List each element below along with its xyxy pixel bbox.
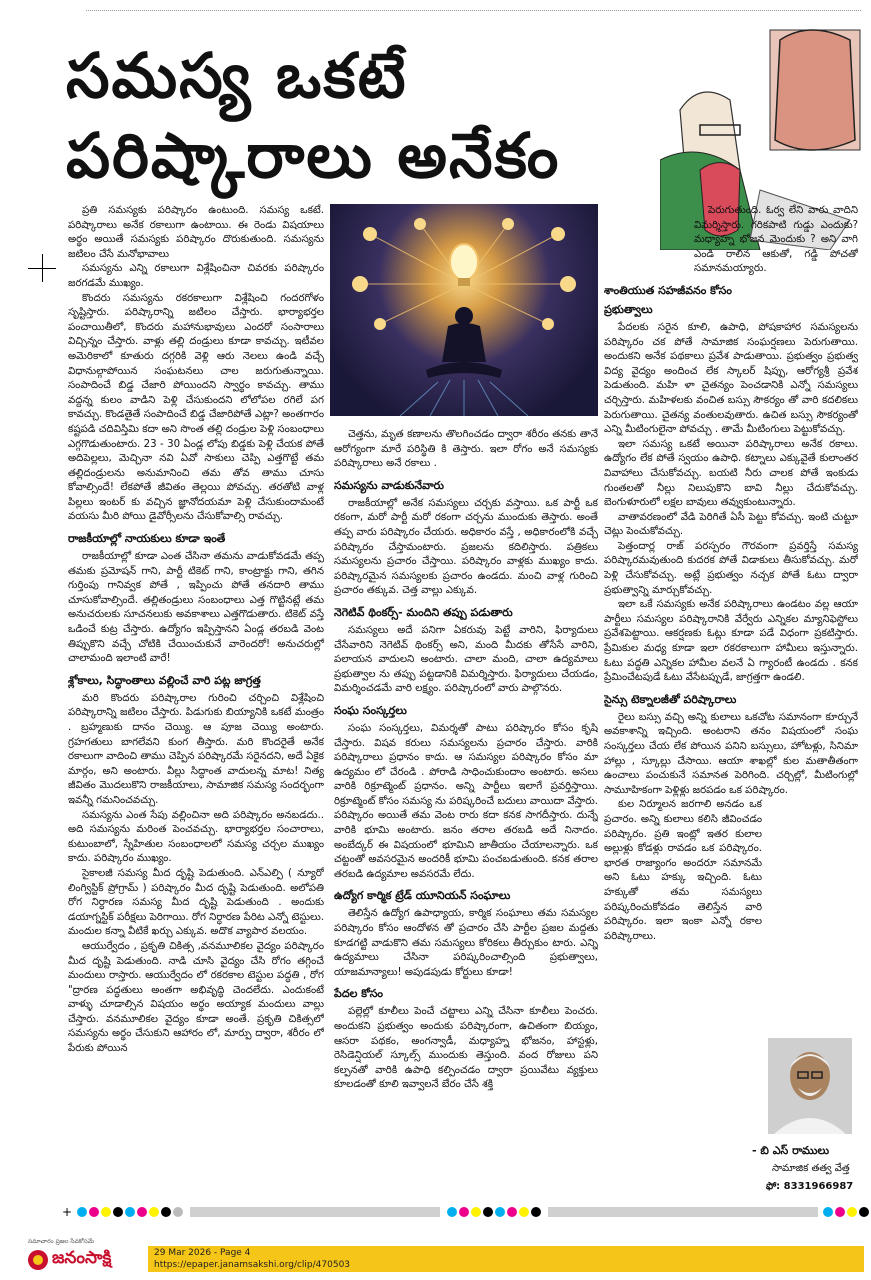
column-2 [334, 428, 598, 1194]
column-1 [68, 204, 324, 1194]
c2-para-unions: తెలిస్తేన ఉద్యోగ ఉపాధ్యాయ, కార్మిక సంఘాలు తమ సమస్యల పరిష్కారం కోసం ఆందోళన తో ప్రచారం చేసి పార్టీల ప్రజల మద్దతు కూడగట్టి వాడుకొని తమ సమస్యలు కోరికలు తీర్చుకుం టారు. ఎన్ని ఉద్యమాలు చేసినా పరిష్కరించాల్సింది ప్రభుత్వాలు, యాజమాన్యాలు! అపుడపుడు కోర్టులు కూడా! [334, 908, 598, 978]
meditation-graphic [330, 204, 598, 416]
c1-para-ayurveda: ఆయుర్వేదం , ప్రకృతి చికిత్స ,వనమూలికల వైద్యం పరిష్కారం మీద దృష్టి పెడుతుంది. నాడి చూసి వైద్యం చేసి రోగం తగ్గించే మందులు రాస్తారు. ఆయుర్వేదం లో రకరకాల టెస్టుల పద్ధతి , రోగ "ద్రారణ పద్ధతులు అంతగా అభివృద్ధి చెందలేదు. ఎందుకంటే వాళ్ళు చూడాల్సిన విషయం అర్థం అయ్యాక మందులు వాల్లు చేస్తారు. వనమూలికల వైద్యం కూడా అంతే. ప్రకృతి చికిత్సలో సమస్యను అర్థం చేసుకుని ఆహారం లో, మార్పు ద్వారా, శరీరం లో పేరుకు పోయిన [68, 940, 324, 1055]
author-photo [768, 1038, 852, 1134]
top-dotted-rule [86, 10, 861, 11]
registration-color-strip [0, 1204, 871, 1220]
c2-subheading-reformers: సంఘ సంస్కర్తలు [334, 703, 407, 717]
footer-date: 29 Mar 2026 - Page 4 [154, 1248, 251, 1258]
c1-para-2: సమస్యను ఎన్ని రకాలుగా విశ్లేషించినా చివరకు పరిష్కారం జరగడమే ముఖ్యం. [68, 263, 324, 289]
c3-subheading-peace: శాంతియుత సహజీవనం కోసం [604, 283, 732, 297]
author-name: - బి ఎస్ రాములు [752, 1144, 830, 1157]
headline-line-2: పరిష్కారాలు అనేకం [66, 119, 561, 192]
c3-para-divorce: పెత్తందార్ల రాజ్ పరస్పరం గౌరవంగా ప్రవర్తిస్తే సమస్య పరిష్కారమవుతుంది కుదరక పోతే విడాకులు తీసుకోవచ్చు. మరో పెళ్లి చేసుకోవచ్చు. అట్లే ప్రభుత్వం నచ్చక పోతే ఓటు ద్వారా ప్రభుత్వాన్ని మార్చుకోవచ్చు. [604, 540, 858, 596]
footer-logo-tagline: సమాచారం ప్రజల సేవకోసమే [28, 1238, 95, 1245]
headline-line-1: సమస్య ఒకటే [66, 39, 408, 112]
registration-mark-vertical [42, 254, 43, 282]
c3-para-many: ఇలా సమస్య ఒకటే అయినా పరిష్కారాలు అనేక రకాలు. ఉద్యోగం లేక పోతే స్వయం ఉపాధి. కట్నాలు ఎక్కువైతే కులాంతర వివాహాలు చేసుకోవచ్చు. బయటి నీరు చాలక పోతే ఇంకుడు గుంతలతో నీల్లు నిలుపుకొని బావి నీల్లు చేదుకోవచ్చు. బెంగుళూరులో లక్షల బావులు తవ్వుకుంటున్నారు. [604, 438, 858, 509]
c3-para-manifesto: ఇలా ఒకే సమస్యకు అనేక పరిష్కారాలు ఉండటం వల్ల ఆయా పార్టీలు సమస్యల పరిష్కారానికి వేర్వేరు ఎన్నికల మ్యానిఫెస్టోలు ప్రవేశపెట్టాయి. ఆకర్షణకు ఓట్లు కూడా పడే విధంగా ప్రకటిస్తారు. ప్రేమికుల మధ్య కూడా ఇలా రకరకాలుగా హామీలు ఇస్తున్నారు. ఓటు పద్ధతి ఎన్నికల హామీల వలనే ఏ గ్యారంటీ ఉండదు . కనక ప్రేమించేటపుడే ఓటు వేసేటప్పుడే, జాగ్రత్తగా ఉండలి. [604, 599, 858, 684]
author-portrait [768, 1038, 852, 1134]
c3-para-heat: వాతావరణంలో వేడి పెరిగితే ఏసీ పెట్టు కోవచ్చు. ఇంటి చుట్టూ చెట్లు పెంచుకోవచ్చు. [604, 511, 858, 538]
c3-para-caste: కుల నిర్మూలన జరగాలి అనడం ఒక ప్రచారం. అన్ని కులాలు కలిసి జీవించడం పరిష్కారం. ప్రతి ఇంట్లో ఇతర కులాల అల్లుళ్లు కోడళ్లు రావడం ఒక పరిష్కారం. భారత రాజ్యాంగం అందరూ సమానమే అని ఓటు హక్కు ఇచ్చింది. ఓటు హక్కుతో తమ సమస్యలు పరిష్కరించుకోవడం తెలిస్తేన వారి పరిష్కారం. ఇలా ఇంకా ఎన్నో రకాల పరిష్కారాలు. [604, 799, 762, 942]
author-phone: ఫో: 8331966987 [766, 1181, 854, 1192]
c1-para-1: ప్రతి సమస్యకు పరిష్కారం ఉంటుంది. సమస్య ఒకటే. పరిష్కారాలు అనేక రకాలుగా ఉంటాయి. ఈ రెండు విషయాలు అర్థం అయితే సమస్యకు పరిష్కారం దొరుకుతుంది. సమస్యను జటిలం చేసే మనోభావాలు [68, 205, 324, 260]
c2-subheading-unions: ఉద్యోగ కార్మిక ట్రేడ్ యూనియన్ సంఘాలు [334, 889, 511, 903]
c3-para-intro: పెరుగుతుంది. ఓర్వ లేని వారు వాదిని విమర్శిస్తారు. గరికపాటి గుడ్డు ఎందుకు? మధ్యాహ్న భోజన మెందుకు ? అని వాగి ఎండి రాలిన ఆకుతో, గడ్డి పోచతో సమానమయ్యారు. [694, 205, 858, 275]
logo-icon [26, 1248, 50, 1272]
footer-logo-text: జనంసాక్షి [52, 1248, 112, 1268]
c2-subheading-poor: పేదల కోసం [334, 987, 384, 1001]
svg-text:+: + [62, 1205, 73, 1219]
c1-para-problem: సమస్యను ఎంత సేపు వల్లించినా అది పరిష్కారం అనబడదు.. అది సమస్యను మరింత పెంచవచ్చు. భార్యాభర్తల సంచారాలు, కుటుంబాలో, స్నేహితుల సంబంధాలలో సమస్య చర్చల ముఖ్యం కాదు. పరిష్కారం ముఖ్యం. [68, 809, 324, 865]
c2-subheading-users: సమస్యను వాడుకునేవారు [334, 478, 444, 492]
c2-para-intro: చెత్తను, మృత కణాలను తొలగించడం ద్వారా శరీరం తనకు తానే ఆరోగ్యంగా మారే పరిస్థితి కి తెస్తారు. ఇలా రోగం అనే సమస్యకు పరిష్కారాలు అనే రకాలు . [334, 429, 598, 470]
c2-para-poor: పల్లెల్లో కూలీలు పెంచే చట్టాలు ఎన్ని చేసినా కూలీలు పెంచరు. అందుకని ప్రభుత్వం అందుకు పరిష్కారంగా, ఉచితంగా బియ్యం, ఆసరా పథకం, అంగన్వాడీ, మధ్యాహ్న భోజనం, హాస్టళ్లు, రెసిడెన్షియల్ స్కూల్స్ ముందుకు తెస్తుంది. వంద రోజులు పని కల్పనతో వారికి ఉపాధి కల్పించడం ద్వారా ప్రయివేటు వ్యక్తులు కూలడంతో కూలి ఇవ్వాలనే బేరం చేసే శక్తి [334, 1006, 598, 1091]
footer-url-link[interactable]: https://epaper.janamsakshi.org/clip/470503 [154, 1260, 351, 1270]
author-role: సామాజిక తత్వ వేత్త [772, 1163, 850, 1174]
c3-para-science: రైలు బస్సు వచ్చి అన్ని కులాలు ఒకచోట సమానంగా కూర్చునే అవకాశాన్ని ఇచ్చింది. అంటరాని తనం విషయంలో సంఘ సంస్కర్తలు చేయ లేక పోయిన పనిని బస్సులు, హోటళ్లు, సినిమా హాల్లు , స్కూల్లు చేసాయి. ఆయా శాఖల్లో కుల మతాతీతంగా ఉంచాలు పంచుకునే సమానత పెరిగింది. చర్చిల్లో, మీటింగుల్లో సామూహికంగా పెళ్లిళ్లు జరపడం ఒక పరిష్కారం. [604, 711, 858, 796]
c1-para-psychology: సైకాలజీ సమస్య మీద దృష్టి పెడుతుంది. ఎన్ఎల్పి ( న్యూరో లింగ్విస్టిక్ ప్రోగ్రామ్ ) పరిష్కారం మీద దృష్టి పెడుతుంది. అలోపతి రోగ నిర్ధారణ సమస్య మీద దృష్టి పెడుతుంది . అందుకు డయాగ్నస్టిక్ పరీక్షలు పెరిగాయి. రోగ నిర్ధారణ పేరిట ఎన్నో టెస్టులు. మందుల కన్నా వీటికే ఖర్చు ఎక్కువ. అదొక వ్యాపార వలయం. [68, 867, 324, 938]
c2-subheading-negative: నెగెటివ్ థింకర్స్- మందిని తప్పు పడుతారు [334, 605, 513, 619]
c3-subheading-science: సైన్సు టెక్నాలజీతో పరిష్కారాలు [604, 692, 737, 706]
c3-para-govts: పేదలకు సరైన కూలి, ఉపాధి, పోషకాహార సమస్యలను పరిష్కారం చక పోతే సామాజిక సంఘర్షణలు పెరుగుతాయి. అందుకని అనేక పథకాలు ప్రవేశ పాడుతాయి. ప్రభుత్వం ప్రభుత్వ విద్య వైద్యం అందించ లేక స్కాలర్ షిప్పు, ఆరోగ్యశ్రీ ప్రవేశ పెడుతుంది. మహి ళా చైతన్యం పెంచడానికి ఎన్నో సమస్యలు చర్చిస్తారు. మహిళలకు వంచిత బస్సు సౌకర్యం తో వారి కదలికలు పెరుగుతాయి. చైతన్య వంతులవుతారు. ఉచిత బస్సు సౌకర్యంతో ఎన్ని మీటింగులైనా పోవచ్చు . తామే మీటింగులు పెట్టుకోవచ్చు. [604, 321, 858, 436]
c1-subheading-shlokas: శ్లోకాలు, సిద్ధాంతాలు వల్లించే వారి పట్ల జాగ్రత్త [68, 673, 261, 687]
c1-para-shlokas: మరి కొందరు పరిష్కారాల గురించి చర్చించి విశ్లేషించి పరిష్కారాన్ని జటిలం చేస్తారు. పిడుగుకు బియ్యానికి ఒకటే మంత్రం . బ్రహ్మణుకు దానం చెయ్యి. ఆ పూజ చెయ్యి అంటారు. గ్రహగతులు బాగలేవని కుంగ తీస్తారు. మరి కొందరైతే అనేక రకాలుగా వాదించి తాము చెప్పిన పరిష్కారమే సరైనదని, అదే ఏకైక మార్గం, అని అంటారు. వీల్లు సిద్ధాంత వాదులన్న మాట! నిత్య జీవితం మొదలుకొని రాజకీయాలు, సామాజిక సమస్య సందర్భంగా ఇవన్నీ గమనించవచ్చు. [68, 692, 324, 806]
meditation-image [330, 204, 598, 416]
c3-subheading-govts: ప్రభుత్వాలు [604, 302, 653, 316]
c2-para-negative: సమస్యలు అదే పనిగా ఏకరువు పెట్టే వారిని, ఫిర్యాదులు చేసేవారిని నెగెటివ్ థింకర్స్ అని, మంది మీదకు తోసేసే వారిని, పలాయన వాదులని అంటారు. చాలా మంది, చాలా ఉద్యమాలు ప్రభుత్వాల ను తప్పు పట్టడానికి విమర్శిస్తారు. ఫిర్యాదులు చేయడం, విమర్శించడమే వారి లక్ష్యం. పరిష్కారంలో వారు పాల్గొనరు. [334, 624, 598, 695]
c2-para-users: రాజకీయాల్లో అనేక సమస్యలు చర్చకు వస్తాయి. ఒక పార్టీ ఒక రకంగా, మరో పార్టీ మరో రకంగా చర్చను ముందుకు తెస్తారు. అంతే తప్ప వారు పరిష్కారం చేయరు. అధికారం వస్తే , అధికారంలోకి వచ్చే పరిష్కారం చేస్తామంటారు. ప్రజలను కదిలిస్తారు. పత్రికలు సమస్యలను ప్రచారం చేస్తాయి. పరిష్కారం వాళ్లకు ముఖ్యం కాదు. పరిష్కారమైన సమస్యలకు ప్రచారం ఉండదు. మంచి వాళ్ల గురించి ప్రచారం తక్కువ. చెత్త వాల్లు ఎక్కువ. [334, 497, 598, 597]
c1-subheading-politics: రాజకీయాల్లో నాయకులు కూడా ఇంతే [68, 532, 226, 546]
c1-para-politics: రాజకీయాల్లో కూడా ఎంత చేసినా తమను వాడుకోవడమే తప్ప తమకు ప్రమోషన్ గాని, పార్టీ టికెట్ గాని, కాంట్రాక్టు గాని, తగిన గుర్తింపు గానివ్వక పోతే , ఇప్పించు పోతే తనదారి తాము చూసుకోవాల్సిందే. తల్లితండ్రులు సంబంధాలు ఎత్త గొట్టినట్లే తమ అనుచరులకు సూచనలుకు అవకాశాలు ఎత్తగొడుతారు. టికెట్ వస్తే ఒడించే కుట్ర చేస్తారు. ఉద్యోగం ఇప్పిస్తానని ఏండ్ల తరబడి వెంట తిప్పుకొని వచ్చే చోటికి చేయించుకునే వారెందరో! అనుచరుల్లో చాలామంది ఇలాంటి వారే! [68, 551, 324, 665]
footer [24, 1236, 864, 1276]
c2-para-reformers: సంఘ సంస్కర్తలు, విమర్శతో పాటు పరిష్కారం కోసం కృషి చేస్తారు. విషవ కరులు సమస్యలను ప్రచారం చేస్తారు. వారికి పరిష్కారాలు ప్రధానం కాదు. ఆ సమస్యల పరిష్కారం కోసం మా ఉద్యమం లో చేరండి . పోరాడి సాధించుకుందాం అంటారు. అసలు వారికి రిక్రూట్మెంట్ ప్రధానం. అన్ని పార్టీలు ఇలాగే ప్రవర్తిస్తాయి. రిక్రూట్మెంట్ కోసం సమస్య ను పరిష్కరించే బదులు వాయిదా వేస్తారు. పరిష్కారం అయితే తమ వెంట రారు కదా కనక సాగదీస్తారు. దున్నే వారికి భూమి అంటారు. జనం తరాల తరబడి అదే నినాదం. అంబేద్కర్ ఈ విషయంలో భూమిని జాతీయం చేయాలన్నారు. ఒక చట్టంతో అవసరమైన అందరికీ భూమి పంచబడుతుంది. కనక తరాల తరబడి ఉద్యమాల అవసరమే లేదు. [334, 722, 598, 880]
c1-para-3: కొందరు సమస్యను రకరకాలుగా విశ్లేషించి గందరగోళం సృష్టిస్తారు. పరిష్కారాన్ని జటిలం చేస్తారు. భార్యాభర్తల పంచాయితీలో, కొందరు మహానుభావులు ఎందరో సంసారాలు విచ్చిన్నం చేస్తారు. వాళ్లు తల్లి దండ్రులు కూడా కావచ్చు. ఇటీవల అమెరికాలో కూతురు దగ్గరికి వెళ్లి ఆరు నెలలు ఉండి వచ్చే విధానుల్గాపోయిన సంఘటనలు చాల జరుగుతున్నాయి. సంపాదించే బిడ్డ చేజారి పోయిందని స్వార్థం కావచ్చు. తాము వద్దన్న కులం వాడిని పెళ్లి చేసుకుందని లోలోపల రగిలే పగ కావచ్చు. కొండతైతే సంపాదించే బిడ్డ చేజారిపోతే ఎట్లా? అంతగారం కష్టపడి చదివిస్తిమి కదా అని సొంత తల్లి దండ్రుల పెళ్లి సంబంధాలు ఎగ్గగొడుతుంటారు. 23 - 30 ఏండ్ల లోపు బిడ్డకు పెళ్లి చేయక పోతే అదిపెల్లలు, మెచ్చినా నవి ఏవో సాకులు చెప్పి ఎత్తగొట్టే తమ తల్లిదండ్రులను అనుమానించి తమ తోవ తాము చూసు కోవాల్సిందే! లేకపోతే జీవితం తెల్లయి పోవచ్చు. తరతోటి వాళ్ల పిల్లలు ఇంటర్ కు వచ్చిన జ్ఞానోదయమా పెళ్లి చేసుకుందామంటే వయసు మీరి పోయి డైవోర్సీలను చేసుకోవాల్సి రావచ్చు. [68, 292, 324, 523]
headline [66, 36, 686, 196]
footer-logo[interactable] [24, 1238, 142, 1274]
